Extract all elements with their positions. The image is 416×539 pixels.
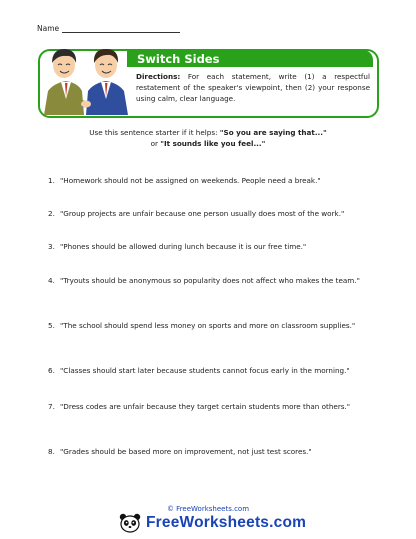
statement-number: 7. [48,402,55,411]
statement-text: "Grades should be based more on improvement, not just test scores." [60,447,312,456]
name-label: Name [37,24,60,33]
handshake-illustration [40,41,130,115]
statement-number: 4. [48,276,55,285]
statement-text: "Phones should be allowed during lunch because it is our free time." [60,242,307,251]
statement-text: "Group projects are unfair because one person usually does most of the work." [60,209,345,218]
name-line[interactable] [62,23,180,33]
statement-number: 1. [48,176,55,185]
starter-phrase-1: "So you are saying that..." [219,128,327,137]
starter-line-1 [0,128,416,137]
starter-prefix-2: or [150,139,161,148]
title-banner [38,41,377,116]
name-field [37,23,180,33]
statement-text: "Dress codes are unfair because they target certain students more than others." [60,402,351,411]
statement-item [48,209,378,220]
starter-line-2 [0,139,416,148]
statement-number: 5. [48,321,55,330]
statement-item [48,402,378,413]
starter-phrase-2: "It sounds like you feel..." [160,139,266,148]
footer-logo[interactable] [118,513,306,533]
statement-text: "The school should spend less money on sports and more on classroom supplies." [60,321,356,330]
statement-item [48,447,378,458]
directions-text: For each statement, write (1) a respectful restatement of the speaker's viewpoint, then (2) your response using calm, clear language. [136,72,370,103]
statement-item [48,276,378,287]
statement-item [48,366,378,377]
statement-number: 6. [48,366,55,375]
worksheet-title: Switch Sides [137,52,220,66]
statement-text: "Classes should start later because students cannot focus early in the morning." [60,366,350,375]
statement-number: 3. [48,242,55,251]
panda-icon [118,513,142,533]
statement-number: 2. [48,209,55,218]
footer-url[interactable]: © FreeWorksheets.com [166,505,250,513]
statement-number: 8. [48,447,55,456]
logo-text: FreeWorksheets.com [146,514,307,531]
directions [136,72,370,104]
directions-label: Directions: [136,72,181,81]
statement-item [48,321,378,332]
statement-item [48,242,378,253]
statement-text: "Homework should not be assigned on weekends. People need a break." [60,176,321,185]
starter-prefix-1: Use this sentence starter if it helps: [89,128,220,137]
statement-text: "Tryouts should be anonymous so popularity does not affect who makes the team." [60,276,360,285]
statement-item [48,176,378,187]
